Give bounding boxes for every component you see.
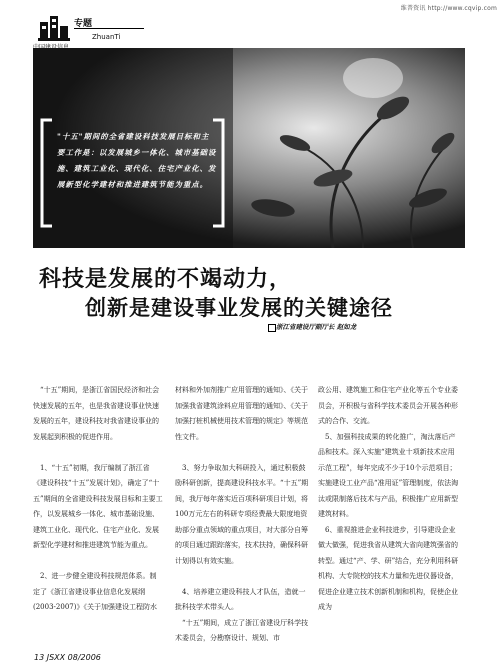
paragraph: 材料和外加剂推广应用管理的通知》、《关于加强我省建筑涂料应用管理的通知》、《关于加强打桩机械使用技术管理的规定》等规范性文件。 bbox=[175, 386, 308, 441]
section-topic-en: ZhuanTi bbox=[92, 33, 121, 41]
text-column-1 bbox=[33, 383, 163, 616]
paragraph: 政公用、建筑施工和住宅产业化等五个专业委员会，开积极与省科学技术委员会开展各种形式的合作、交流。 bbox=[318, 386, 458, 425]
paragraph: “十五”期间，成立了浙江省建设厅科学技术委员会，分勘察设计、规划、市 bbox=[175, 618, 309, 642]
paragraph: 6、重视推进企业科技进步，引导建设企业做大做强，促进我省从建筑大省向建筑强省的转型。通过“产、学、研”结合，充分利用科研机构、大专院校的技术力量和先进仪器设备，促进企业建立技术创新机制和机构，促使企业成为 bbox=[318, 525, 459, 611]
paragraph: 5、加强科技成果的转化推广，淘汰落后产品和技术。深入实施“建筑业十项新技术应用示范工程”，每年完成不少于10个示范项目；实施建设工业产品“准用证”管理制度，依法淘汰或限制落后技术与产品，积极推广应用新型建筑材料。 bbox=[318, 432, 459, 518]
paragraph: 3、努力争取加大科研投入，通过积极鼓励科研创新，提高建设科技水平。“十五”期间，我厅每年落实近百项科研项目计划，将100万元左右的科研专项经费最大限度地资助部分重点领域的重点项目，对大部分自筹的项目通过跟踪落实，技术扶持，确保科研计划得以有效实施。 bbox=[175, 463, 309, 565]
paragraph: 2、进一步健全建设科技规范体系。制定了《浙江省建设事业信息化发展纲(2003-2007)》《关于加强建设工程防水 bbox=[33, 572, 157, 611]
paragraph: 1、“十五”初期，我厅编制了浙江省《建设科技“十五”发展计划》，确定了“十五”期间的全省建设科技发展目标和主要工作，以发展城乡一体化、城市基础设施、建筑工业化、现代化、住宅产业化、发展新型化学建材和推进建筑节能为重点。 bbox=[33, 463, 163, 549]
watermark: 维普资讯 http://www.cqvip.com bbox=[400, 5, 497, 12]
article-subtitle: 创新是建设事业发展的关键途径 bbox=[85, 296, 393, 320]
page-footer: 13 JSXX 08/2006 bbox=[34, 653, 101, 662]
building-logo-icon bbox=[36, 14, 72, 42]
text-column-3 bbox=[318, 383, 460, 616]
text-column-2 bbox=[175, 383, 310, 647]
author-byline: 浙江省建设厅副厅长 赵如龙 bbox=[276, 323, 357, 331]
section-topic: 专题 bbox=[74, 19, 93, 29]
paragraph: 4、培养建立建设科技人才队伍，造就一批科技学术带头人。 bbox=[175, 587, 306, 611]
pull-quote: "十五"期间的全省建设科技发展目标和主要工作是：以发展城乡一体化、城市基础设施、建筑工业化、现代化、住宅产业化、发展新型化学建材和推进建筑节能为重点。 bbox=[57, 132, 217, 189]
paragraph: “十五”期间，是浙江省国民经济和社会快速发展的五年，也是我省建设事业快速发展的五年，建设科技对我省建设事业的发展起到积极的促进作用。 bbox=[33, 386, 160, 441]
article-title: 科技是发展的不竭动力， bbox=[39, 267, 293, 292]
header-divider bbox=[74, 28, 144, 29]
author-marker-icon bbox=[268, 324, 276, 332]
